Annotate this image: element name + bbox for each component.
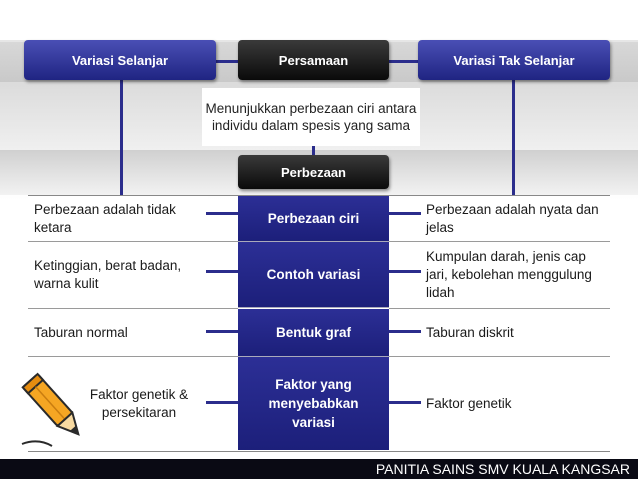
row-divider: [28, 308, 238, 309]
header-persamaan: [238, 40, 389, 80]
row3-left-connector: [206, 330, 238, 333]
header-left-label: Variasi Selanjar: [71, 52, 169, 68]
row4-left-connector: [206, 401, 238, 404]
row2-left-cell: [28, 242, 208, 308]
row4-right-cell: [420, 357, 610, 450]
pencil-icon: [18, 368, 96, 455]
right-connector: [512, 80, 515, 195]
row1-left-connector: [206, 212, 238, 215]
row2-left-text: Ketinggian, berat badan, warna kulit: [34, 258, 182, 291]
row3-right-connector: [389, 330, 421, 333]
row4-middle-cell: [238, 357, 389, 450]
row3-left-text: Taburan normal: [34, 324, 128, 340]
header-middle-label: Persamaan: [278, 52, 349, 68]
row2-middle-cell: [238, 242, 389, 308]
row1-middle-cell: [238, 196, 389, 242]
row1-right-text: Perbezaan adalah nyata dan jelas: [426, 201, 599, 235]
row3-middle-cell: [238, 309, 389, 357]
row2-right-text: Kumpulan darah, jenis cap jari, kebolehan menggulung lidah: [426, 249, 592, 300]
row3-middle-text: Bentuk graf: [275, 325, 351, 340]
row-divider: [389, 241, 610, 242]
row-divider: [389, 308, 610, 309]
similarity-description: [202, 88, 420, 146]
row3-left-cell: [28, 309, 208, 356]
row2-right-cell: [420, 242, 610, 308]
row1-right-cell: [420, 196, 610, 241]
row1-middle-text: Perbezaan ciri: [267, 211, 360, 226]
row1-right-connector: [389, 212, 421, 215]
row-divider: [28, 356, 238, 357]
footer-text: PANITIA SAINS SMV KUALA KANGSAR: [375, 461, 630, 477]
row4-right-connector: [389, 401, 421, 404]
header-variasi-selanjar: [24, 40, 216, 80]
row2-right-connector: [389, 270, 421, 273]
left-connector: [120, 80, 123, 195]
row4-left-text: Faktor genetik & persekitaran: [89, 386, 189, 420]
row3-right-cell: [420, 309, 610, 356]
header-difference-label: Perbezaan: [280, 164, 347, 180]
row2-middle-text: Contoh variasi: [266, 267, 361, 282]
row4-middle-text: Faktor yang menyebabkan variasi: [268, 377, 359, 430]
row1-left-cell: [28, 196, 208, 241]
row-divider: [28, 241, 238, 242]
similarity-text: Menunjukkan perbezaan ciri antara individu dalam spesis yang sama: [205, 101, 417, 133]
row4-right-text: Faktor genetik: [426, 395, 512, 411]
row2-left-connector: [206, 270, 238, 273]
row-divider: [389, 356, 610, 357]
header-perbezaan: [238, 155, 389, 189]
header-variasi-tak-selanjar: [418, 40, 610, 80]
row3-right-text: Taburan diskrit: [426, 324, 514, 340]
row1-left-text: Perbezaan adalah tidak ketara: [34, 201, 176, 235]
header-right-label: Variasi Tak Selanjar: [453, 52, 575, 68]
